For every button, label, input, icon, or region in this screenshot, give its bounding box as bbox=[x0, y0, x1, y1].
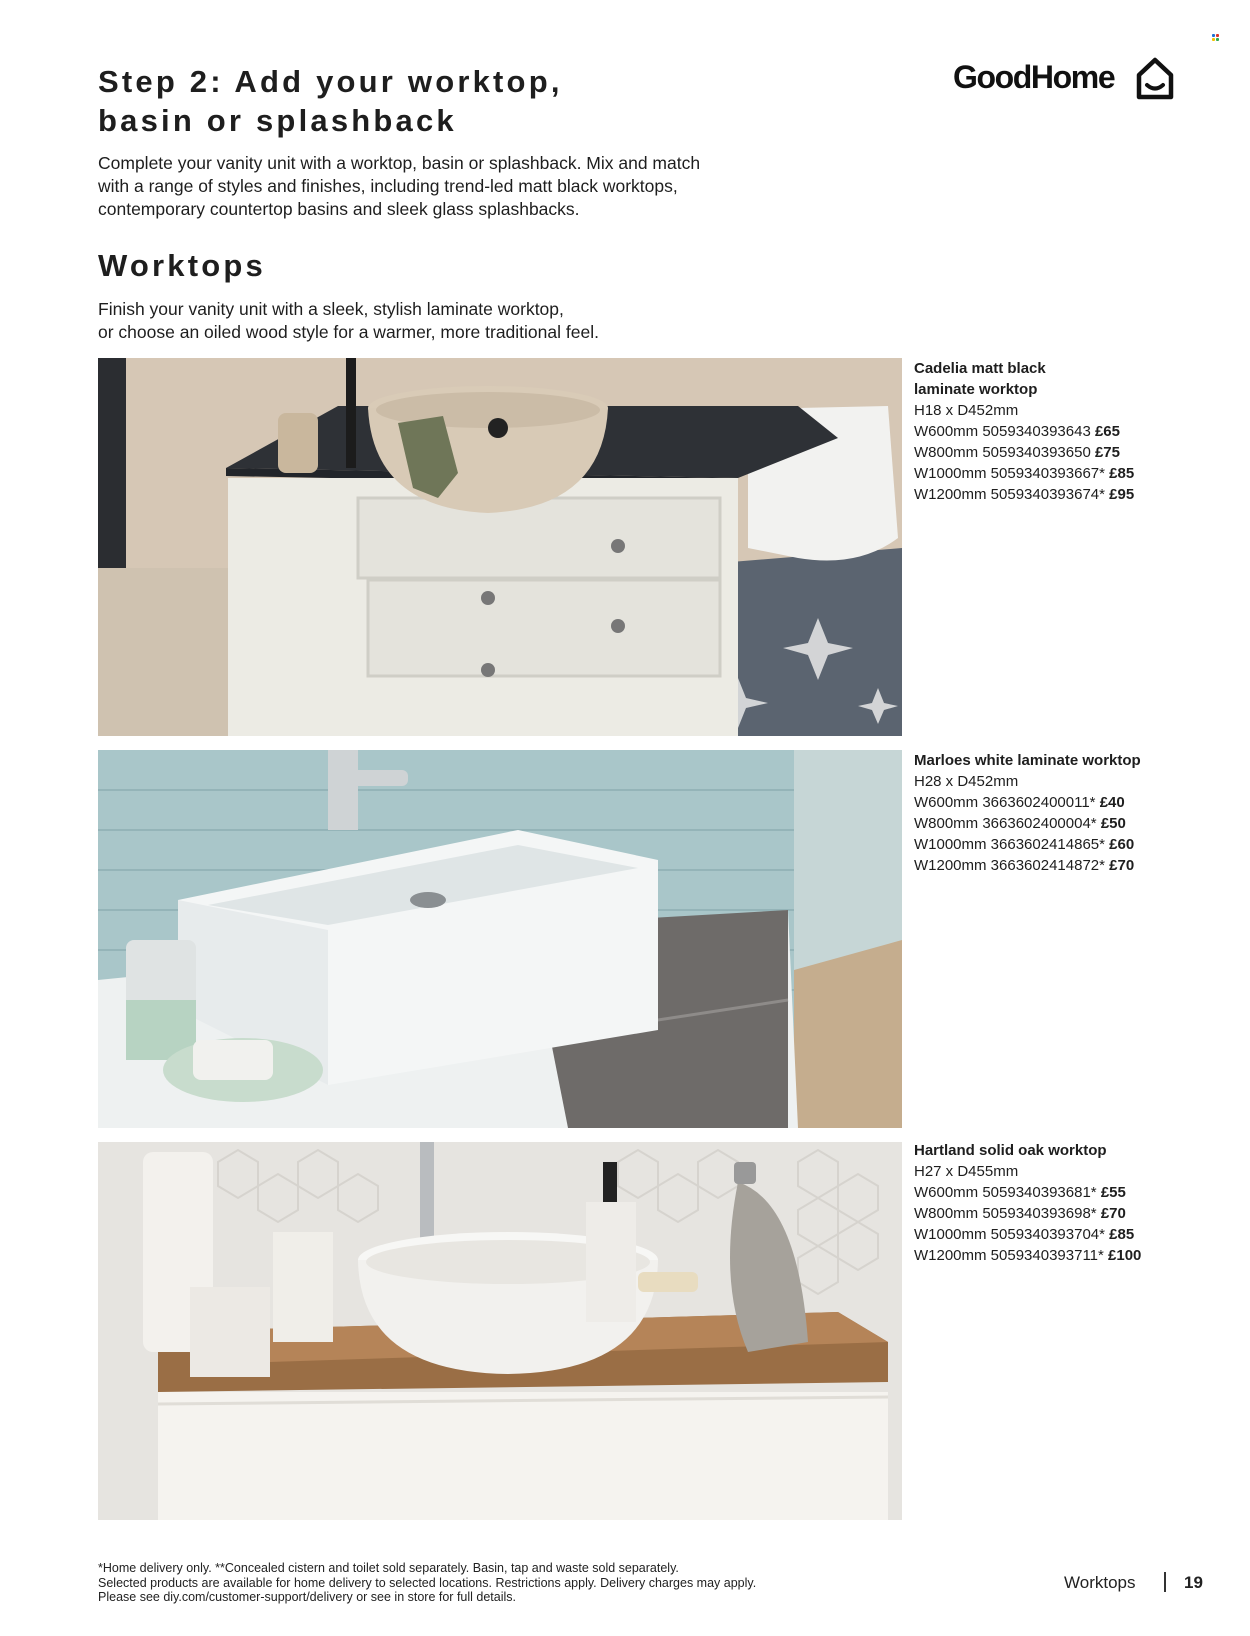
intro-line: contemporary countertop basins and sleek glass splashbacks. bbox=[98, 199, 580, 219]
variant-row bbox=[914, 834, 1214, 855]
heading-line-1: Step 2: Add your worktop, bbox=[98, 64, 563, 99]
variant-label: W600mm 5059340393681* bbox=[914, 1184, 1097, 1201]
intro-line: Complete your vanity unit with a worktop, basin or splashback. Mix and match bbox=[98, 153, 701, 173]
variant-label: W1000mm 3663602414865* bbox=[914, 836, 1105, 853]
variant-price: £70 bbox=[1109, 857, 1135, 874]
dot-blue bbox=[1212, 34, 1215, 37]
variant-row bbox=[914, 484, 1214, 505]
variant-label: W800mm 3663602400004* bbox=[914, 815, 1097, 832]
variant-label: W1200mm 5059340393674* bbox=[914, 486, 1105, 503]
product-dimensions: H18 x D452mm bbox=[914, 402, 1019, 419]
intro-paragraph bbox=[98, 152, 700, 221]
variant-label: W1000mm 5059340393667* bbox=[914, 465, 1105, 482]
variant-label: W1000mm 5059340393704* bbox=[914, 1226, 1105, 1243]
variant-label: W1200mm 3663602414872* bbox=[914, 857, 1105, 874]
product-name: Hartland solid oak worktop bbox=[914, 1142, 1107, 1159]
variant-row bbox=[914, 813, 1214, 834]
page-heading bbox=[98, 62, 563, 140]
footnote-line: *Home delivery only. **Concealed cistern and toilet sold separately. Basin, tap and waste sold separately. bbox=[98, 1561, 679, 1575]
product-dimensions: H28 x D452mm bbox=[914, 773, 1019, 790]
section-line: or choose an oiled wood style for a warmer, more traditional feel. bbox=[98, 322, 599, 342]
variant-label: W600mm 5059340393643 bbox=[914, 423, 1091, 440]
footnote bbox=[98, 1561, 756, 1605]
variant-price: £65 bbox=[1094, 423, 1120, 440]
variant-row bbox=[914, 463, 1214, 484]
variant-price: £60 bbox=[1109, 836, 1135, 853]
product-name: Marloes white laminate worktop bbox=[914, 752, 1141, 769]
variant-row bbox=[914, 792, 1214, 813]
goodhome-logo bbox=[953, 55, 1177, 103]
variant-row bbox=[914, 1245, 1214, 1266]
dot-green bbox=[1216, 38, 1219, 41]
section-description bbox=[98, 298, 599, 344]
photo-hartland-worktop bbox=[98, 1142, 902, 1520]
brand-color-dots bbox=[1212, 34, 1226, 42]
variant-price: £85 bbox=[1109, 1226, 1135, 1243]
variant-price: £95 bbox=[1109, 486, 1135, 503]
dot-red bbox=[1216, 34, 1219, 37]
house-smile-icon bbox=[1135, 55, 1175, 101]
logo-wordmark: GoodHome bbox=[953, 59, 1115, 95]
variant-row bbox=[914, 1203, 1214, 1224]
variant-price: £70 bbox=[1100, 1205, 1126, 1222]
page-number: 19 bbox=[1184, 1573, 1203, 1592]
photo-marloes-worktop bbox=[98, 750, 902, 1128]
product-name: Cadelia matt black bbox=[914, 360, 1046, 377]
product-name: laminate worktop bbox=[914, 381, 1038, 398]
variant-label: W800mm 5059340393650 bbox=[914, 444, 1091, 461]
variant-row bbox=[914, 855, 1214, 876]
product-marloes bbox=[914, 750, 1214, 876]
variant-price: £85 bbox=[1109, 465, 1135, 482]
variant-price: £50 bbox=[1100, 815, 1126, 832]
footnote-line: Selected products are available for home delivery to selected locations. Restrictions apply. Delivery charges may apply. bbox=[98, 1575, 757, 1590]
variant-row bbox=[914, 1182, 1214, 1203]
section-line: Finish your vanity unit with a sleek, stylish laminate worktop, bbox=[98, 299, 564, 319]
variant-label: W1200mm 5059340393711* bbox=[914, 1247, 1104, 1264]
variant-row bbox=[914, 442, 1214, 463]
page-divider bbox=[1164, 1572, 1166, 1592]
variant-row bbox=[914, 421, 1214, 442]
product-dimensions: H27 x D455mm bbox=[914, 1163, 1019, 1180]
variant-price: £75 bbox=[1094, 444, 1120, 461]
variant-price: £40 bbox=[1099, 794, 1125, 811]
product-cadelia bbox=[914, 358, 1214, 505]
photo-cadelia-worktop bbox=[98, 358, 902, 736]
product-hartland bbox=[914, 1140, 1214, 1266]
variant-label: W800mm 5059340393698* bbox=[914, 1205, 1097, 1222]
variant-price: £100 bbox=[1108, 1247, 1142, 1264]
page-section-label: Worktops bbox=[1064, 1573, 1136, 1592]
variant-price: £55 bbox=[1100, 1184, 1126, 1201]
footnote-line: Please see diy.com/customer-support/delivery or see in store for full details. bbox=[98, 1590, 517, 1604]
intro-line: with a range of styles and finishes, including trend-led matt black worktops, bbox=[98, 176, 678, 196]
variant-label: W600mm 3663602400011* bbox=[914, 794, 1096, 811]
dot-yellow bbox=[1212, 38, 1215, 41]
variant-row bbox=[914, 1224, 1214, 1245]
heading-line-2: basin or splashback bbox=[98, 103, 457, 138]
section-title: Worktops bbox=[98, 248, 266, 283]
